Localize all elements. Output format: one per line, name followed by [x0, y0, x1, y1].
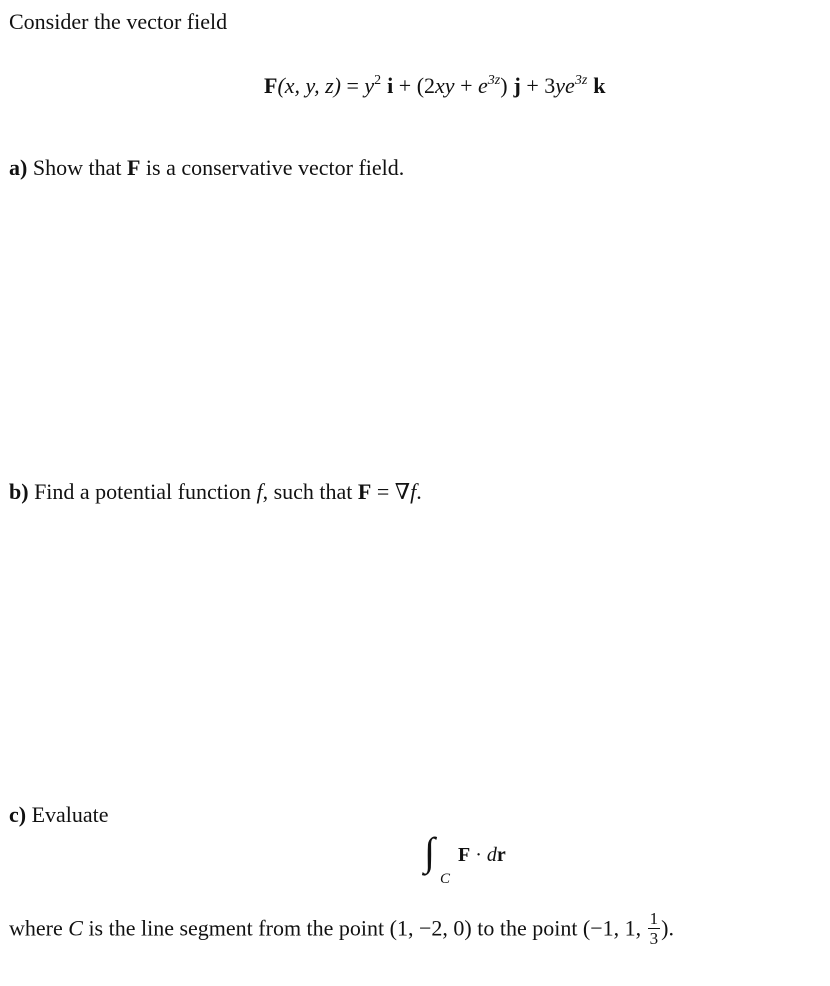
part-c	[9, 804, 109, 826]
part-a-text1: Show that	[27, 155, 127, 180]
part-b-text4: .	[416, 479, 422, 504]
part-b-text2: , such that	[262, 479, 358, 504]
part-b-text3: = ∇	[371, 479, 411, 504]
part-c-label: c)	[9, 802, 27, 827]
integrand-r: r	[496, 844, 506, 866]
integrand-dot: ·	[470, 844, 487, 866]
field-exp2: 2	[374, 73, 382, 88]
part-b-F: F	[357, 479, 372, 504]
fraction-denominator: 3	[649, 929, 659, 948]
field-F: F	[264, 73, 278, 98]
part-c-text1: Evaluate	[26, 802, 109, 827]
part-a-label: a)	[9, 155, 28, 180]
field-plus2: +	[454, 73, 478, 98]
field-close: )	[500, 73, 508, 98]
field-exp3z-2: 3z	[574, 73, 588, 88]
field-eq: =	[340, 73, 365, 98]
intro-text: Consider the vector field	[9, 9, 228, 34]
part-b-label: b)	[9, 479, 29, 504]
where-C: C	[68, 915, 83, 941]
integrand-d: d	[486, 844, 497, 866]
field-plus1: + (2	[393, 73, 436, 98]
fraction-one-third	[648, 910, 661, 947]
where-text2: is the line segment from the point (1, −2, 0) to the point (−1, 1,	[82, 915, 647, 941]
part-a-F: F	[126, 155, 141, 180]
part-b	[9, 481, 422, 503]
integral-subscript: C	[440, 871, 451, 887]
part-a-text2: is a conservative vector field.	[140, 155, 405, 180]
field-j: j	[513, 73, 521, 98]
part-b-text1: Find a potential function	[28, 479, 257, 504]
field-xy: xy	[435, 73, 455, 98]
where-line	[9, 909, 674, 949]
fraction-numerator: 1	[649, 909, 659, 928]
where-text3: ).	[661, 915, 674, 941]
field-exp3z-1: 3z	[487, 73, 501, 88]
integrand-F: F	[458, 844, 471, 866]
field-y: y	[364, 73, 375, 98]
part-b-f1: f	[256, 479, 263, 504]
integral-sign: ∫	[424, 829, 435, 874]
vector-field-equation	[264, 75, 606, 97]
field-k: k	[593, 73, 606, 98]
field-i: i	[387, 73, 394, 98]
field-args: (x, y, z)	[277, 73, 341, 98]
field-e1: e	[477, 73, 488, 98]
part-b-f2: f	[410, 479, 417, 504]
where-text1: where	[9, 915, 69, 941]
field-plus3: + 3	[520, 73, 556, 98]
field-ye: ye	[555, 73, 575, 98]
part-a	[9, 157, 404, 179]
integrand	[458, 845, 506, 865]
